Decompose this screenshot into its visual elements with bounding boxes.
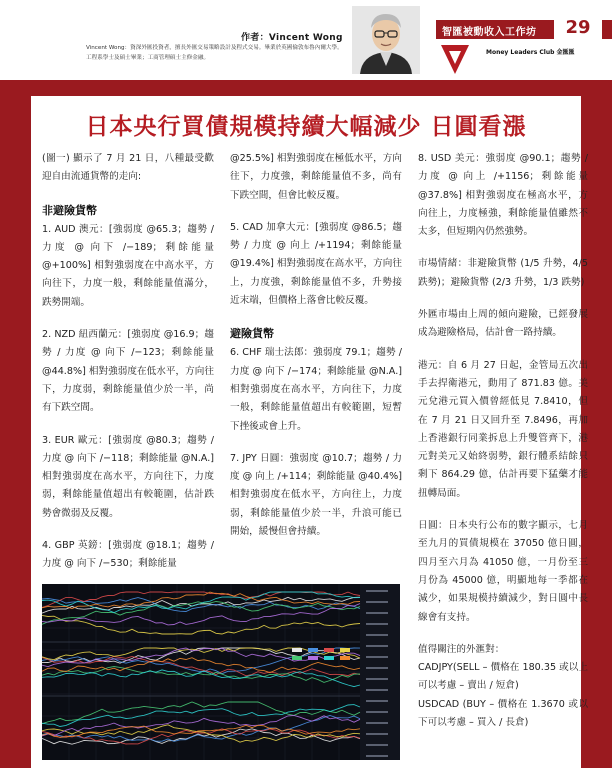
eur-paragraph: 3. EUR 歐元：[強弱度 @80.3；趨勢 / 力度 @ 向下 /−118；剩餘能量 @N.A.] 相對強弱度在高水平，方向往下，力度弱，剩餘能量值超出有較範圍，估計跌勢會微弱及反覆。 xyxy=(42,434,214,519)
scale-tick xyxy=(366,755,388,757)
nzd-paragraph: 2. NZD 紐西蘭元：[強弱度 @16.9；趨勢 / 力度 @ 向下 /−123；剩餘能量 @44.8%] 相對強弱度在低水平，方向往下，力度弱，剩餘能量值少於一半，尚有下跌空間。 xyxy=(42,329,214,414)
scale-tick xyxy=(366,656,388,658)
section-heading-safe-haven: 避險貨幣 xyxy=(230,327,274,341)
scale-tick xyxy=(366,623,388,625)
cadjpy-recommendation: CADJPY(SELL – 價格在 180.35 或以上可以考慮 – 賣出 / 短倉) xyxy=(418,662,588,692)
legend-swatch xyxy=(308,648,318,652)
scale-tick xyxy=(366,722,388,724)
section-heading-non-safe-haven: 非避險貨幣 xyxy=(42,203,97,217)
aud-paragraph: 1. AUD 澳元：[強弱度 @65.3；趨勢 / 力度 @ 向下 /−189；剩餘能量 @+100%] 相對強弱度在中高水平，方向往下，力度一般，剩餘能量值滿分，跌勢開端。 xyxy=(42,223,214,308)
scale-tick xyxy=(366,744,388,746)
yen-paragraph: 日圓：日本央行公布的數字顯示，七月至九月的買債規模在 37050 億日圓，四月至六月為 41050 億，一月份至三月份為 45000 億，明顯地每一季都在減少，如果規模持續減少，對日圓中長線會有支持。 xyxy=(418,520,588,623)
scale-tick xyxy=(366,612,388,614)
jpy-paragraph: 7. JPY 日圓：強弱度 @10.7；趨勢 / 力度 @ 向上 /+114；剩餘能量 @40.4%] 相對強弱度在低水平，方向往上，力度弱，剩餘能量值少於一半，升浪可能已開始，緩慢但會持續。 xyxy=(230,452,402,538)
scale-tick xyxy=(366,689,388,691)
legend-swatch xyxy=(340,648,350,652)
author-photo xyxy=(352,6,420,74)
scale-tick xyxy=(366,667,388,669)
gbp-paragraph-start: 4. GBP 英鎊：[強弱度 @18.1；趨勢 / 力度 @ 向下 /−530；剩餘能量 xyxy=(42,540,214,570)
market-sentiment-paragraph: 市場情緒：非避險貨幣 (1/5 升勢，4/5 跌勢)；避險貨幣 (2/3 升勢，1/3 跌勢) xyxy=(418,258,588,288)
legend-swatch xyxy=(292,656,302,660)
cad-paragraph: 5. CAD 加拿大元：[強弱度 @86.5；趨勢 / 力度 @ 向上 /+1194；剩餘能量 @19.4%] 相對強弱度在高水平，方向往上，力度強，剩餘能量值不多，升勢接近末端，但價格上落會比較反覆。 xyxy=(230,221,402,307)
article-column-1 xyxy=(42,150,214,588)
page-number: 29 xyxy=(554,17,602,39)
legend-swatch xyxy=(340,656,350,660)
legend-swatch xyxy=(308,656,318,660)
gbp-paragraph-end: @25.5%] 相對強弱度在極低水平，方向往下，力度強，剩餘能量值不多，尚有下跌空間，但會比較反覆。 xyxy=(230,153,402,201)
chart-canvas xyxy=(42,584,400,760)
hkd-paragraph: 港元：自 6 月 27 日起，金管局五次出手去捍衛港元，動用了 871.83 億。美元兌港元買入價曾經低見 7.8410，但在 7 月 21 日又回升至 7.8496，再加上香港銀行同業拆息上升雙管齊下，港元對美元又始終弱勢，銀行體系結餘只剩下 864.29 億，估計再要下猛藥才能扭轉局面。 xyxy=(418,359,588,499)
scale-tick xyxy=(366,700,388,702)
scale-tick xyxy=(366,601,388,603)
author-name: 作者：Vincent Wong xyxy=(241,33,343,43)
article-column-3 xyxy=(418,150,588,746)
legend-swatch xyxy=(324,648,334,652)
author-bio: Vincent Wong：資深外匯投資者，擅長外匯交易策略設計及程式交易。畢業於英國倫敦布魯內爾大學。工程系學士及碩士畢業；工商管理碩士主修金融。 xyxy=(86,45,343,61)
intro-paragraph: (圖一) 顯示了 7 月 21 日，八種最受歡迎自由流通貨幣的走向: xyxy=(42,153,214,183)
article-headline: 日本央行買債規模持續大幅減少 日圓看漲 xyxy=(85,114,527,140)
chf-paragraph: 6. CHF 瑞士法郎：強弱度 79.1；趨勢 / 力度 @ 向下 /−174；剩餘能量 @N.A.] 相對強弱度在高水平，方向往下，力度一般，剩餘能量值超出有較範圍，短暫下挫後或會上升。 xyxy=(230,347,402,432)
legend-swatch xyxy=(292,648,302,652)
outlook-paragraph: 外匯市場由上周的傾向避險，已經發展成為避險格局，估計會一路持續。 xyxy=(418,309,588,339)
club-name: Money Leaders Club 金匯匯 xyxy=(486,49,575,56)
article-column-2 xyxy=(230,150,402,555)
page-header xyxy=(0,0,612,82)
scale-tick xyxy=(366,634,388,636)
scale-tick xyxy=(366,711,388,713)
club-logo-icon xyxy=(440,43,470,75)
column-title: 智匯被動收入工作坊 xyxy=(442,27,537,38)
legend-swatch xyxy=(324,656,334,660)
watchlist-heading: 值得關注的外滙對： xyxy=(418,643,505,655)
currency-strength-chart xyxy=(42,584,400,760)
scale-tick xyxy=(366,733,388,735)
scale-tick xyxy=(366,590,388,592)
usdcad-recommendation: USDCAD (BUY – 價格在 1.3670 或以下可以考慮 – 買入 / 長倉) xyxy=(418,698,588,729)
scale-tick xyxy=(366,678,388,680)
scale-tick xyxy=(366,645,388,647)
usd-paragraph: 8. USD 美元：強弱度 @90.1；趨勢 / 力度 @ 向上 /+1156；剩餘能量 @37.8%] 相對強弱度在極高水平，方向往上，力度極強，剩餘能量值雖然不太多，但短期內仍然強勢。 xyxy=(418,153,588,238)
